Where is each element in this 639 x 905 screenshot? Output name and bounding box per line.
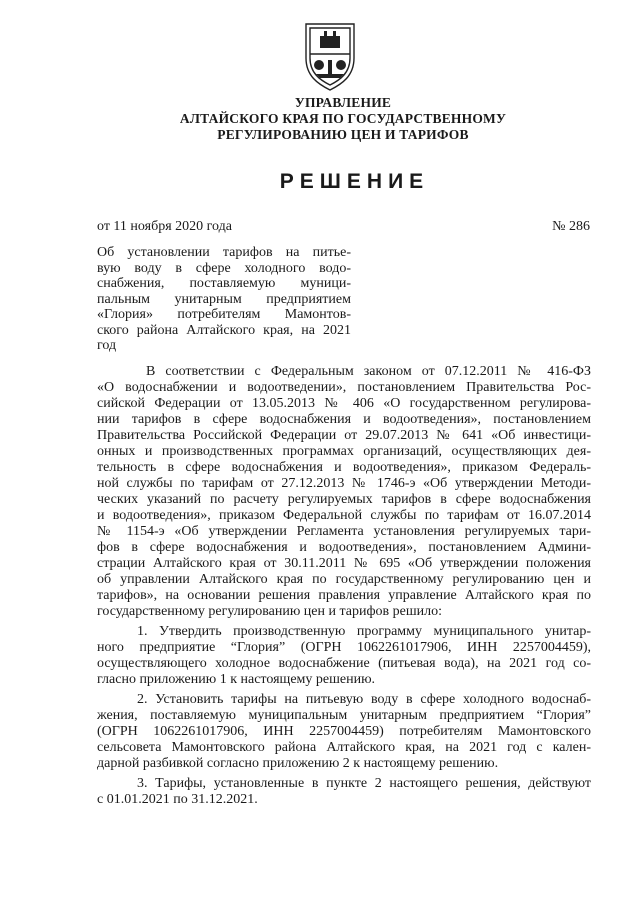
body-line: нии тарифов в сфере водоснабжения и водоотведения», постановлением [97,412,591,427]
subject-line: снабжения, поставляемую муници- [97,276,351,291]
body-line: № 1154-э «Об утверждении Регламента установления регулируемых тари- [97,524,591,539]
body-line: «О водоснабжении и водоотведении», постановлением Правительства Рос- [97,380,591,395]
body-line: тельность в сфере водоснабжения и водоотведения», приказом Федераль- [97,460,591,475]
body-line: 1. Утвердить производственную программу муниципального унитар- [137,624,591,639]
item-1-paragraph [97,624,591,688]
subject-line: ского района Алтайского края, на 2021 [97,322,351,338]
body-line: ческих указаний по расчету регулируемых тарифов в сфере водоснабжения [97,492,591,507]
document-body [97,364,591,808]
body-line: 3. Тарифы, установленные в пункте 2 настоящего решения, действуют [137,776,591,791]
item-3-paragraph [97,776,591,808]
body-line: (ОГРН 1062261017906, ИНН 2257004459) потребителям Мамонтовского [97,724,591,739]
body-line: Правительства Российской Федерации от 29.07.2013 № 641 «Об инвестици- [97,428,591,443]
subject-line: пальным унитарным предприятием [97,291,351,307]
item-2-paragraph [97,692,591,772]
agency-line: РЕГУЛИРОВАНИЮ ЦЕН И ТАРИФОВ [217,127,469,142]
body-line: жения, поставляемую муниципальным унитарным предприятием “Глория” [97,708,591,723]
coat-of-arms-icon [298,18,362,92]
subject-line: «Глория» потребителям Мамонтов- [97,307,351,322]
body-line: тарифов», на основании решения правления управление Алтайского края по [97,588,591,603]
body-line: сийской Федерации от 13.05.2013 № 406 «О государственном регулирова- [97,396,591,411]
body-line: осуществляющего холодное водоснабжение (питьевая вода), на 2021 год со- [97,656,591,671]
body-line: фов в сфере водоснабжения и водоотведения», постановлением Админи- [97,540,591,555]
body-line: 2. Установить тарифы на питьевую воду в сфере холодного водоснаб- [137,692,591,707]
body-line: с 01.01.2021 по 31.12.2021. [97,792,258,807]
body-line: сельсовета Мамонтовского района Алтайского края, на 2021 год с кален- [97,740,591,755]
body-line: ной службы по тарифам от 27.12.2013 № 1746-э «Об утверждении Методи- [97,476,591,491]
body-line: В соответствии с Федеральным законом от 07.12.2011 № 416-ФЗ [146,364,591,379]
body-line: онных и производственных программах организаций, осуществляющих дея- [97,444,591,459]
document-number: № 286 [552,219,590,234]
body-line: гласно приложению 1 к настоящему решению. [97,672,376,687]
body-line: об управлении Алтайского края по государственному регулированию цен и [97,572,591,587]
document-date: от 11 ноября 2020 года [97,219,232,234]
body-line: государственному регулированию цен и тарифов решило: [97,604,443,619]
document-title: РЕШЕНИЕ [279,170,430,193]
agency-line: АЛТАЙСКОГО КРАЯ ПО ГОСУДАРСТВЕННОМУ [179,111,507,126]
agency-line: УПРАВЛЕНИЕ [294,95,392,110]
agency-name [150,95,536,143]
subject-line: год [97,338,117,353]
subject-line: вую воду в сфере холодного водо- [97,260,351,276]
body-line: ного предприятие “Глория” (ОГРН 1062261017906, ИНН 2257004459), [97,640,591,655]
body-line: дарной разбивкой согласно приложению 2 к настоящему решению. [97,756,499,771]
subject-line: Об установлении тарифов на питье- [97,245,351,260]
preamble-paragraph [97,364,591,620]
body-line: и водоотведения», приказом Федеральной службы по тарифам от 16.07.2014 [97,508,591,523]
document-subject [97,245,351,354]
body-line: страции Алтайского края от 30.11.2011 № 695 «Об утверждении положения [97,556,591,571]
